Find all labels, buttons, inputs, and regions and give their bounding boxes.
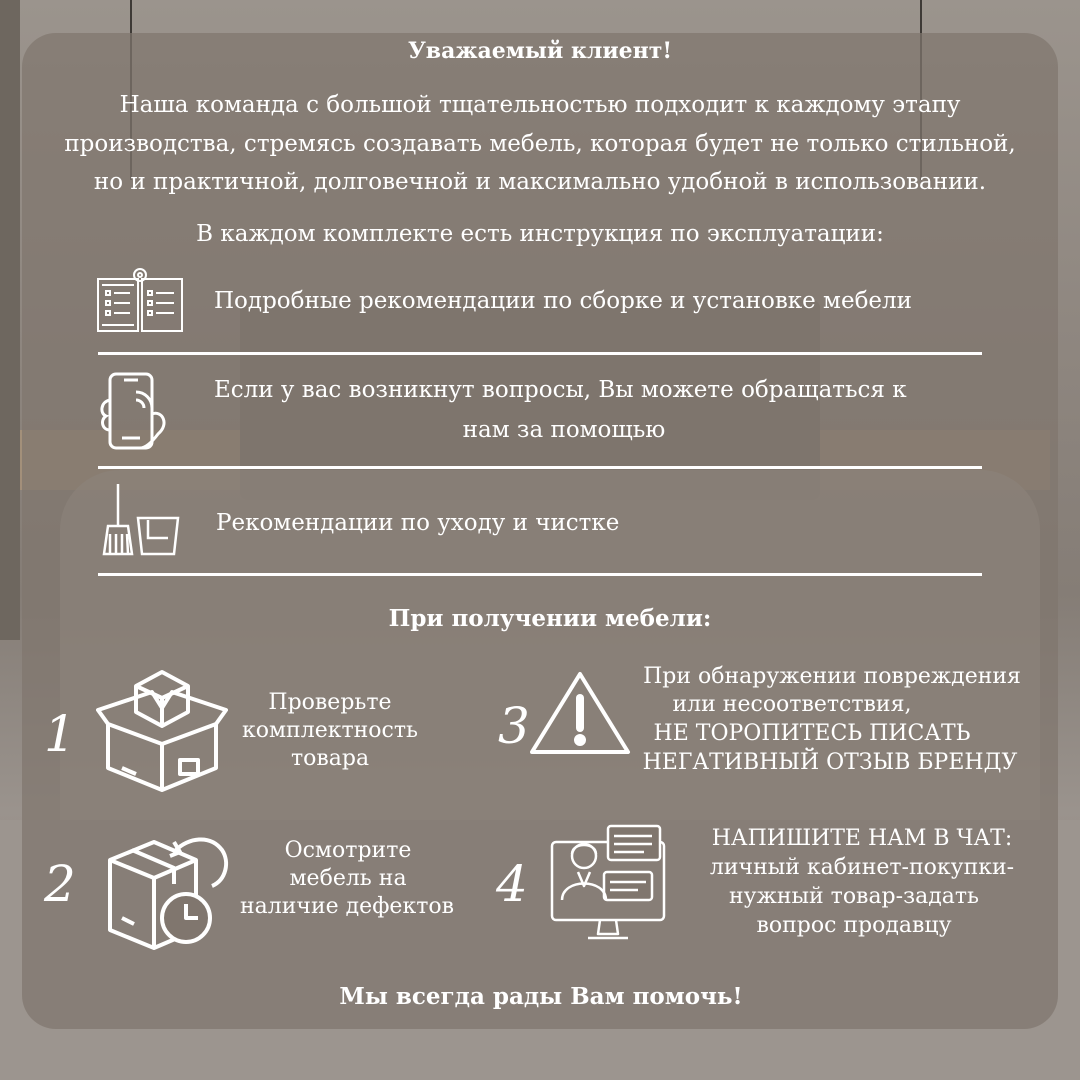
intro-line-1: Наша команда с большой тщательностью подходит к каждому этапу (119, 92, 961, 118)
step2-line3: наличие дефектов (240, 894, 454, 919)
step-number-1: 1 (44, 705, 76, 763)
step2-line2: мебель на (289, 866, 407, 891)
feature-care-text: Рекомендации по уходу и чистке (216, 510, 620, 536)
footer-text: Мы всегда рады Вам помочь! (339, 983, 743, 1010)
intro-line-3: но и практичной, долговечной и максимально удобной в использовании. (93, 169, 987, 195)
step1-line1: Проверьте (268, 690, 392, 715)
step1-line3: товара (290, 746, 370, 771)
step4-line2: личный кабинет-покупки- (709, 855, 1015, 880)
step3-line2: или несоответствия, (672, 692, 912, 717)
box-icon (96, 668, 228, 796)
phone-in-hand-icon (96, 370, 176, 452)
chat-support-icon (548, 822, 668, 944)
instruction-book-icon (94, 265, 186, 337)
divider (98, 573, 982, 576)
intro-line-2: производства, стремясь создавать мебель, которая будет не только стильной, (64, 131, 1016, 157)
page-title: Уважаемый клиент! (407, 38, 673, 64)
divider (98, 352, 982, 355)
step3-line4: НЕГАТИВНЫЙ ОТЗЫВ БРЕНДУ (642, 750, 1018, 775)
feature-questions-line2: нам за помощью (462, 417, 666, 443)
broom-bucket-icon (100, 480, 182, 558)
step-number-2: 2 (44, 855, 76, 913)
step-number-4: 4 (496, 855, 528, 913)
kit-line: В каждом комплекте есть инструкция по эксплуатации: (196, 221, 884, 247)
step1-line2: комплектность (241, 718, 419, 743)
step3-line3: НЕ ТОРОПИТЕСЬ ПИСАТЬ (653, 721, 971, 746)
feature-questions-line1: Если у вас возникнут вопросы, Вы можете обращаться к (214, 377, 907, 403)
step3-line1: При обнаружении повреждения (643, 664, 1021, 689)
warning-icon (528, 668, 632, 758)
step4-line4: вопрос продавцу (756, 913, 952, 938)
step-number-3: 3 (498, 697, 530, 755)
step2-line1: Осмотрите (284, 838, 412, 863)
feature-assembly-text: Подробные рекомендации по сборке и установке мебели (214, 288, 912, 314)
step4-line1: НАПИШИТЕ НАМ В ЧАТ: (711, 826, 1013, 851)
step4-line3: нужный товар-задать (728, 884, 980, 909)
divider (98, 466, 982, 469)
box-clock-icon (104, 820, 234, 950)
receipt-title: При получении мебели: (388, 605, 712, 632)
